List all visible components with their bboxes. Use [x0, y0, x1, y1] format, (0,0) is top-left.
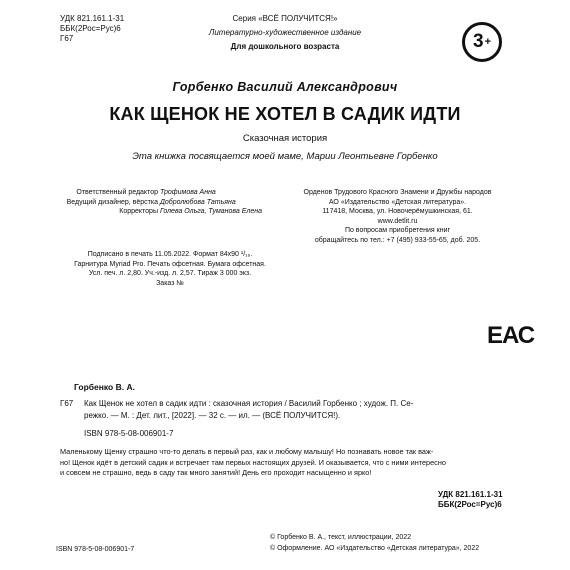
- credit-row: [44, 188, 274, 198]
- credit-role: Ответственный редактор: [76, 189, 158, 196]
- age-rating-plus: +: [484, 36, 491, 48]
- print-info-line: Усл. печ. л. 2,80. Уч.-изд. л. 2,57. Тираж 3 000 экз.: [88, 270, 252, 277]
- publisher-line: АО «Издательство «Детская литература».: [328, 198, 467, 206]
- edition-type: Литературно-художественное издание: [208, 28, 362, 37]
- entry-author: Горбенко В. А.: [74, 382, 135, 392]
- bottom-catalog-codes: [438, 490, 503, 510]
- entry-isbn: ISBN 978-5-08-006901-7: [84, 429, 174, 438]
- bibliographic-entry: [60, 382, 520, 440]
- credit-name: Трофимова Анна: [159, 189, 216, 196]
- copyright-line: © Горбенко В. А., текст, иллюстрации, 2022: [270, 534, 412, 541]
- udc-code: УДК 821.161.1-31: [60, 14, 125, 23]
- entry-text-line: режко. — М. : Дет. лит., [2022]. — 32 с. — ил. — (ВСЁ ПОЛУЧИТСЯ!).: [84, 410, 341, 420]
- print-info-block: [70, 250, 270, 288]
- credit-role: Корректоры: [119, 208, 158, 215]
- entry-code: Г67: [60, 399, 74, 408]
- book-genre: Сказочная история: [242, 133, 328, 144]
- bottom-bbk-code: ББК(2Рос=Рус)6: [438, 500, 502, 509]
- bottom-udc-code: УДК 821.161.1-31: [438, 490, 503, 499]
- age-group: Для дошкольного возраста: [230, 42, 340, 51]
- publisher-line: обращайтесь по тел.: +7 (495) 933-55-65, доб. 205.: [314, 236, 481, 244]
- series-name: Серия «ВСЁ ПОЛУЧИТСЯ!»: [232, 14, 338, 23]
- credit-name: Голева Ольга, Тумaнова Елена: [159, 208, 263, 215]
- credit-row: [44, 198, 274, 208]
- print-info-line: Заказ №: [156, 279, 184, 287]
- publisher-line: Орденов Трудового Красного Знамени и Дружбы народов: [303, 189, 492, 196]
- annotation-line: Маленькому Щенку страшно что-то делать в первый раз, как и любому малышу! Но познавать новое так важ-: [60, 447, 434, 456]
- bbk-code: ББК(2Рос=Рус)6: [60, 24, 121, 33]
- credits-block: [44, 188, 274, 217]
- book-author: Горбенко Василий Александрович: [172, 80, 398, 94]
- annotation-line: и совсем не страшно, ведь в саду так много занятий! День его проходит насыщенно и ярко!: [60, 468, 372, 477]
- publisher-line: По вопросам приобретения книг: [344, 227, 451, 234]
- age-rating-badge: [462, 22, 502, 62]
- book-dedication: Эта книжка посвящается моей маме, Марии Леонтьевне Горбенко: [132, 151, 438, 162]
- age-rating-number: 3: [472, 31, 484, 52]
- publisher-line: www.detlit.ru: [377, 217, 418, 225]
- publisher-block: [275, 188, 520, 245]
- book-title: КАК ЩЕНОК НЕ ХОТЕЛ В САДИК ИДТИ: [109, 104, 461, 124]
- bottom-isbn: ISBN 978-5-08-006901-7: [56, 546, 135, 553]
- annotation: [60, 447, 520, 479]
- copyright-block: [270, 532, 479, 554]
- credit-row: [44, 207, 274, 217]
- print-info-line: Гарнитура Myriad Pro. Печать офсетная. Бумага офсетная.: [74, 260, 266, 268]
- credit-role: Ведущий дизайнер, вёрстка: [66, 198, 158, 206]
- print-info-line: Подписано в печать 11.05.2022. Формат 84х90 ¹/₁₆.: [87, 251, 253, 258]
- credit-name: Добролюбова Татьяна: [159, 198, 236, 206]
- publisher-line: 117418, Москва, ул. Новочерёмушкинская, 61.: [322, 208, 473, 215]
- catalog-codes: [60, 14, 124, 44]
- annotation-line: но! Щенок идёт в детский садик и встречает там первых настоящих друзей. И оказывается, что с ними интересно: [60, 457, 446, 467]
- series-block: [170, 14, 400, 52]
- copyright-line: © Оформление. АО «Издательство «Детская литература», 2022: [270, 545, 480, 552]
- eac-conformity-mark: ЕАС: [487, 322, 535, 349]
- entry-text-line: Как Щенок не хотел в садик идти : сказочная история / Василий Горбенко ; худож. П. Се-: [84, 399, 414, 408]
- author-sign-code: Г67: [60, 34, 74, 43]
